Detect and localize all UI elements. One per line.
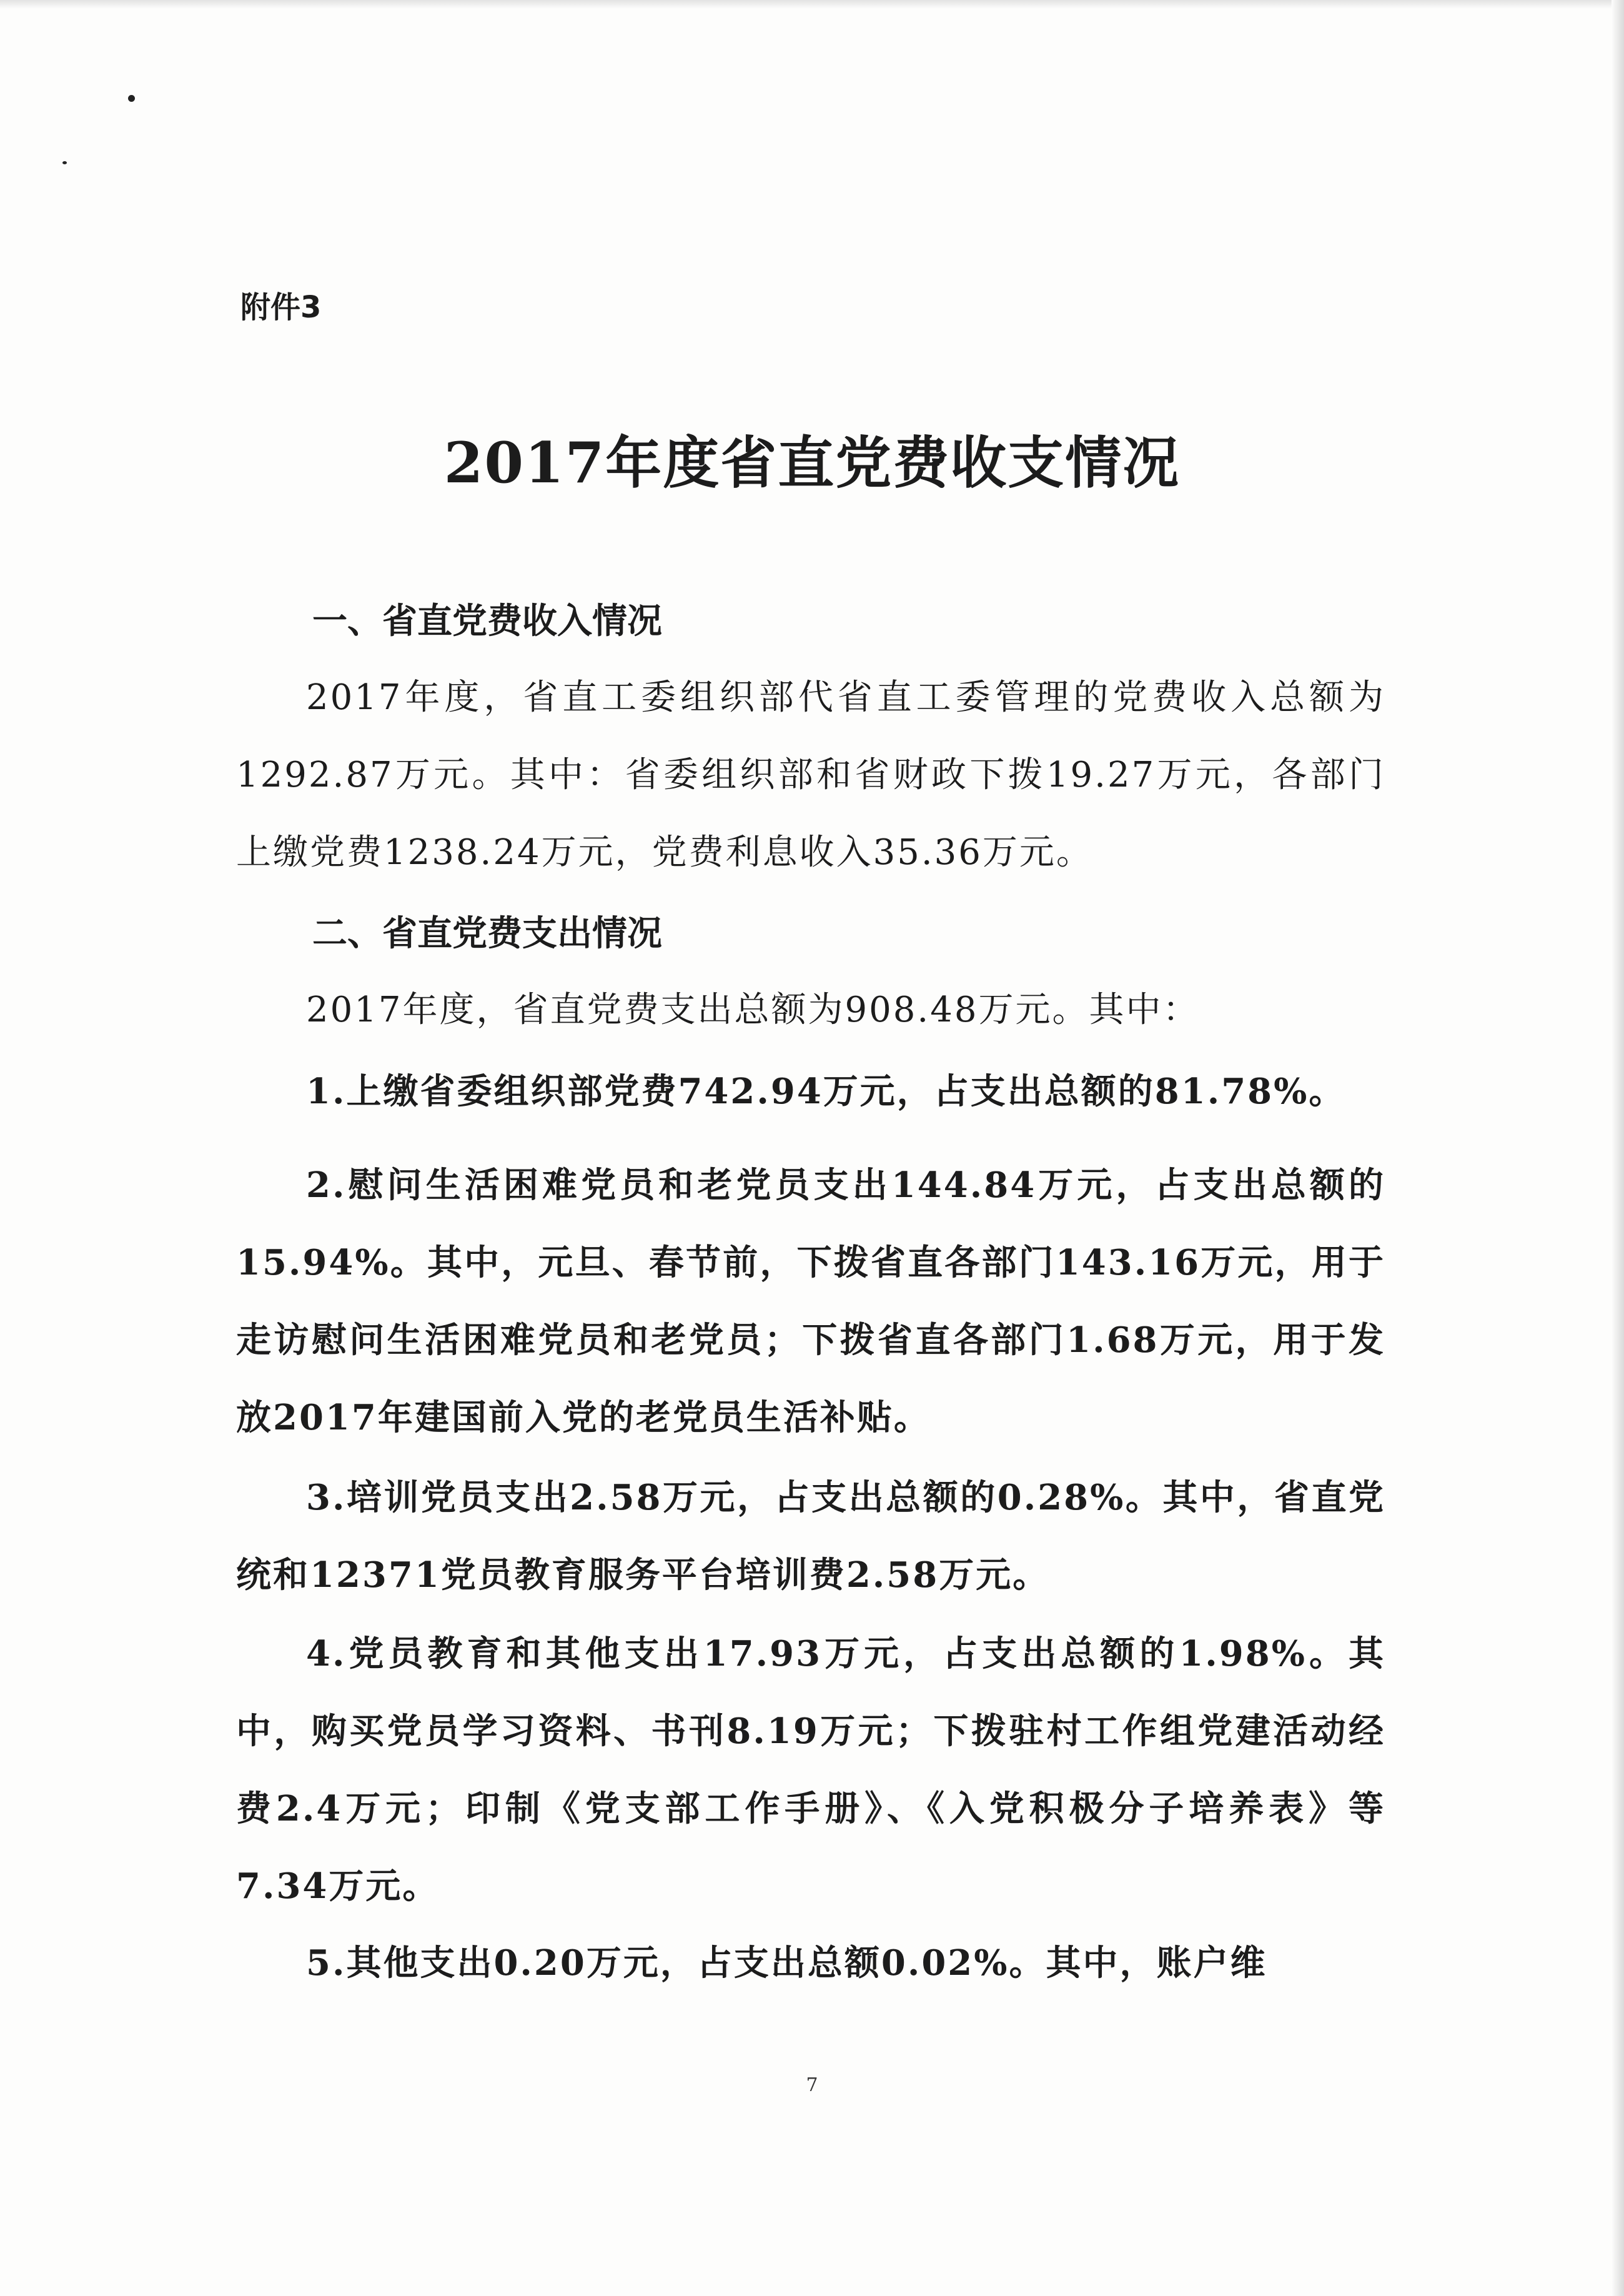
section-heading-expenditure: 二、省直党费支出情况 xyxy=(312,913,662,954)
attachment-label: 附件3 xyxy=(240,290,322,325)
section-heading-income: 一、省直党费收入情况 xyxy=(312,601,662,642)
scan-speck xyxy=(62,161,67,164)
expenditure-item-1: 1.上缴省委组织部党费742.94万元，占支出总额的81.78%。 xyxy=(306,1071,1346,1112)
expenditure-item-5: 5.其他支出0.20万元，占支出总额0.02%。其中，账户维 xyxy=(306,1942,1267,1984)
expenditure-item-2: 2.慰问生活困难党员和老党员支出144.84万元，占支出总额的15.94%。其中，元旦、春节前，下拨省直各部门143.16万元，用于走访慰问生活困难党员和老党员；下拨省直各部门1.68万元，用于发放2017年建国前入党的老党员生活补贴。 xyxy=(236,1165,1385,1438)
income-paragraph: 2017年度，省直工委组织部代省直工委管理的党费收入总额为1292.87万元。其中：省委组织部和省财政下拨19.27万元，各部门上缴党费1238.24万元，党费利息收入35.36万元。 xyxy=(236,677,1385,873)
expenditure-item-4: 4.党员教育和其他支出17.93万元，占支出总额的1.98%。其中，购买党员学习资料、书刊8.19万元；下拨驻村工作组党建活动经费2.4万元；印制《党支部工作手册》、《入党积极分子培养表》等7.34万元。 xyxy=(236,1633,1385,1907)
expenditure-intro: 2017年度，省直党费支出总额为908.48万元。其中： xyxy=(306,990,1200,1030)
scan-edge-right xyxy=(1612,0,1624,2296)
document-title: 2017年度省直党费收支情况 xyxy=(443,430,1181,496)
page-number: 7 xyxy=(806,2074,818,2096)
scan-edge-top xyxy=(0,0,1624,9)
scan-speck xyxy=(128,95,135,102)
expenditure-item-3: 3.培训党员支出2.58万元，占支出总额的0.28%。其中，省直党统和12371党员教育服务平台培训费2.58万元。 xyxy=(236,1477,1385,1596)
